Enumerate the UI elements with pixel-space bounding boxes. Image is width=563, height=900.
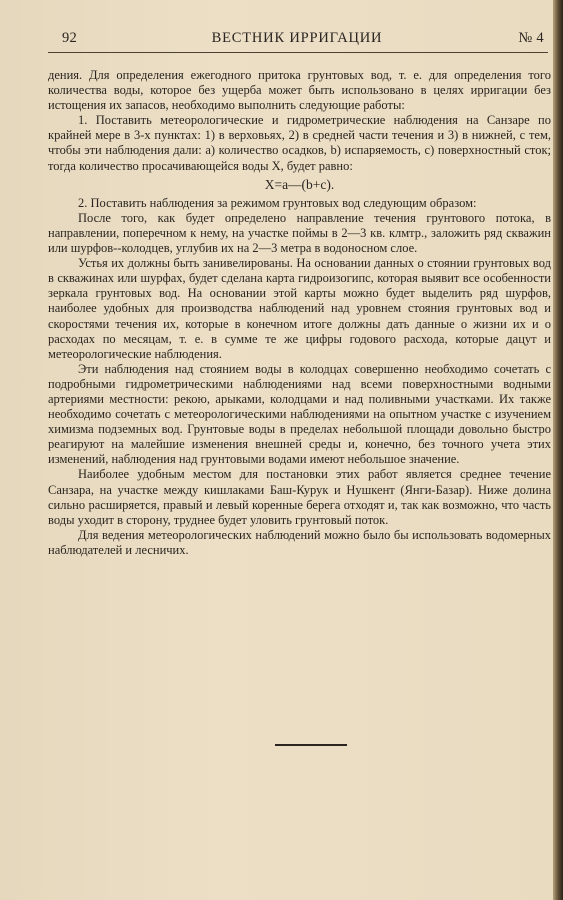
page-binding-edge (553, 0, 563, 900)
header-rule (48, 52, 548, 53)
paragraph-wells: После того, как будет определено направление течения грунтового потока, в направлении, поперечном к нему, на участке поймы в 2—3 кв. клмтр., заложить ряд скважин или шурфов--колодцев, углубив их на 2—3 метра в водоносном слое. (48, 210, 551, 256)
issue-number: № 4 (518, 30, 544, 46)
paragraph-intro: дения. Для определения ежегодного притока грунтовых вод, т. е. для определения того количества воды, которое без ущерба может быть использовано в целях ирригации без истощения их запасов, необходимо выполнить следующие работы: (48, 68, 551, 113)
paragraph-location: Наиболее удобным местом для постановки этих работ является среднее течение Санзара, на участке между кишлаками Баш-Курук и Нушкент (Янги-Базар). Ниже долина сильно расширяется, правый и левый коренные берега отходят и, так как возможно, что часть воды уходит в сторону, труднее будет уловить грунтовый поток. (48, 467, 551, 527)
paragraph-observations: Эти наблюдения над стоянием воды в колодцах совершенно необходимо сочетать с подробными гидрометрическими наблюдениями над всеми поверхностными водными артериями местности: рекою, арыками, колодцами и над поливными участками. Их также необходимо сочетать с метеорологическими наблюдениями на опытном участке с изучением химизма подземных вод. Грунтовые воды в пределах небольшой площади довольно быстро реагируют на малейшие изменения внешней среды и, конечно, без точного учета этих изменений, наблюдения над грунтовыми водами имеют небольшое значение. (48, 361, 551, 467)
running-header (48, 30, 546, 50)
article-body (48, 68, 551, 558)
formula: X=a—(b+c). (264, 176, 335, 192)
journal-title: ВЕСТНИК ИРРИГАЦИИ (211, 30, 383, 46)
paragraph-leveling: Устья их должны быть занивелированы. На основании данных о стоянии грунтовых вод в скважинах или шурфах, будет сделана карта гидроизогипс, которая выявит все особенности зеркала грунтовых вод. На основании этой карты можно будет выделить ряд шурфов, наиболее удобных для производства наблюдений над уровнем стояния грунтовых вод и скоростями течения их, которые в конечном итоге должны дать данные о жизни их и о расходах по месяцам, т. е. в сумме те же цифры годового расхода, которые дацут и метеорологические наблюдения. (48, 256, 551, 361)
paragraph-item-2: 2. Поставить наблюдения за режимом грунтовых вод следующим образом: (78, 195, 477, 210)
paragraph-item-1: 1. Поставить метеорологические и гидрометрические наблюдения на Санзаре по крайней мере в 3-х пунктах: 1) в верховьях, 2) в средней части течения и 3) в нижней, с тем, чтобы эти наблюдения дали: а) количество осадков, b) испаряемость, с) поверхностный сток; тогда количество просачивающейся воды X, будет равно: (48, 113, 551, 173)
page-number: 92 (62, 30, 78, 46)
paragraph-observers: Для ведения метеорологических наблюдений можно было бы использовать водомерных наблюдателей и лесничих. (48, 527, 551, 557)
closing-rule (275, 744, 347, 746)
